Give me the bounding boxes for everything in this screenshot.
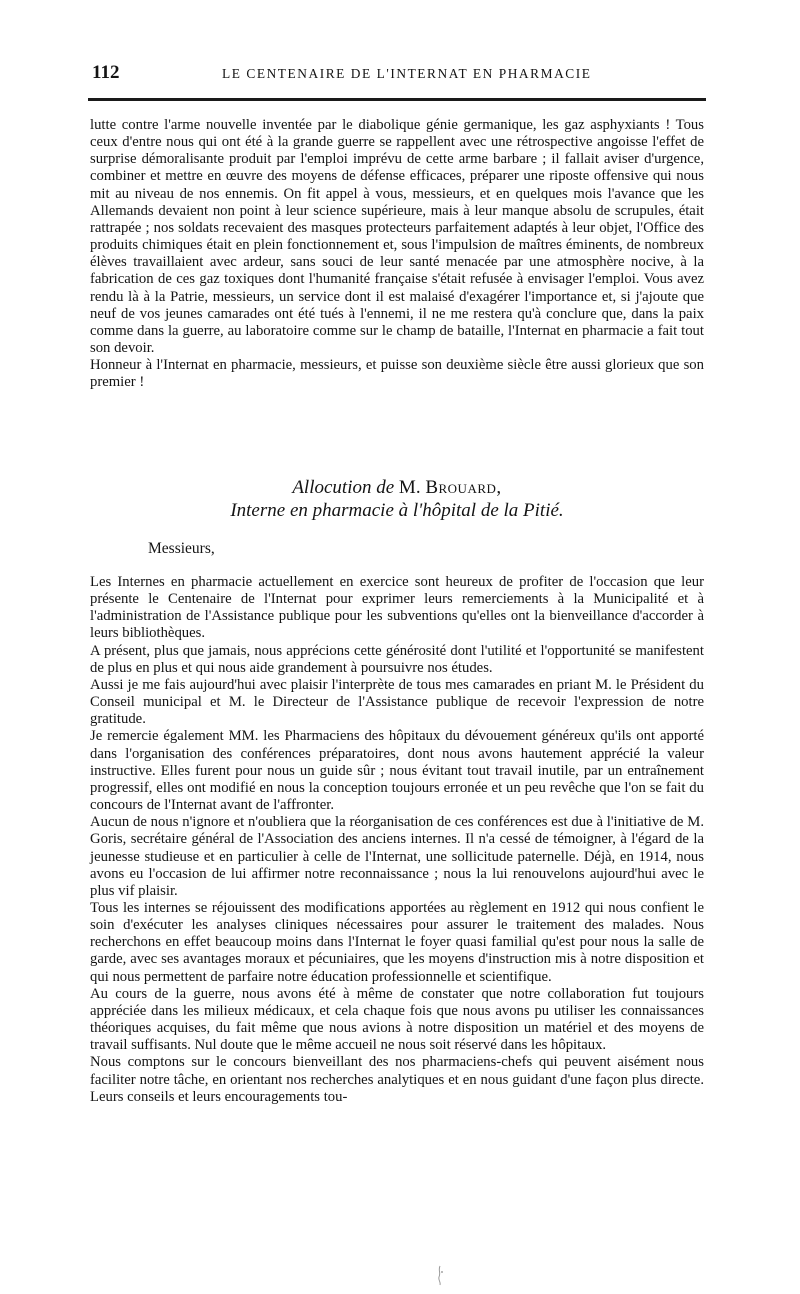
page-number: 112 xyxy=(92,62,120,83)
allocution-body xyxy=(90,574,704,1106)
speaker-initial: M. xyxy=(398,477,421,498)
subtitle-text: Interne en pharmacie à l'hôpital de la Pitié. xyxy=(230,500,564,521)
title-prefix: Allocution de xyxy=(292,477,395,498)
speaker-name: Brouard, xyxy=(425,477,502,498)
allocution-subtitle xyxy=(90,500,704,522)
paragraph: Je remercie également MM. les Pharmaciens des hôpitaux du dévouement généreux qu'ils ont apporté dans l'organisation des conférences préparatoires, dont nous avons hautement apprécié la valeur instructive. Elles furent pour nous un guide sûr ; nous évitant tout travail inutile, par un entraînement progressif, elles ont modifié en nous la conception toujours erronée et un peu revêche que l'on se fait du concours de l'Internat avant de l'affronter. xyxy=(90,728,704,814)
paragraph: Nous comptons sur le concours bienveillant des nos pharmaciens-chefs qui peuvent aisément nous faciliter notre tâche, en orientant nos recherches analytiques et en nous guidant d'une façon plus directe. Leurs conseils et leurs encouragements tou- xyxy=(90,1054,704,1105)
allocution-title xyxy=(90,477,704,499)
header-rule xyxy=(88,98,706,101)
paragraph: Au cours de la guerre, nous avons été à même de constater que notre collaboration fut toujours appréciée dans les milieux médicaux, et cela chaque fois que nous avons pu utiliser les connaissances théoriques acquises, du fait même que nous avions à notre disposition un matériel et des moyens de travail suffisants. Nul doute que le même accueil ne nous soit réservé dans les hôpitaux. xyxy=(90,985,704,1054)
page-header xyxy=(92,62,704,86)
paragraph: Honneur à l'Internat en pharmacie, messieurs, et puisse son deuxième siècle être aussi glorieux que son premier ! xyxy=(90,357,704,391)
print-speck xyxy=(435,1264,445,1286)
paragraph: Les Internes en pharmacie actuellement en exercice sont heureux de profiter de l'occasion que leur présente le Centenaire de l'Internat pour exprimer leurs remerciements à la Municipalité et à l'administration de l'Assistance publique pour les subventions qu'elles ont la bienveillance d'accorder à leurs bibliothèques. xyxy=(90,574,704,642)
paragraph: Tous les internes se réjouissent des modifications apportées au règlement en 1912 qui nous confient le soin d'exécuter les analyses cliniques nécessaires pour assurer le traitement des malades. Nous recherchons en effet beaucoup moins dans l'Internat le foyer quasi familial qu'est pour nous la salle de garde, avec ses avantages moraux et pécuniaires, que les moyens d'instruction mis à notre disposition et qui nous permettent de parfaire notre éducation professionnelle et scientifique. xyxy=(90,899,704,985)
first-section xyxy=(90,117,704,392)
paragraph: Aussi je me fais aujourd'hui avec plaisir l'interprète de tous mes camarades en priant M. le Président du Conseil municipal et M. le Directeur de l'Assistance publique de recevoir l'expression de notre gratitude. xyxy=(90,676,704,728)
salutation: Messieurs, xyxy=(148,540,215,557)
paragraph: A présent, plus que jamais, nous apprécions cette générosité dont l'utilité et l'opportunité se manifestent de plus en plus et qui nous aide grandement à poursuivre nos études. xyxy=(90,642,704,676)
running-title: LE CENTENAIRE DE L'INTERNAT EN PHARMACIE xyxy=(222,66,592,81)
paragraph: lutte contre l'arme nouvelle inventée par le diabolique génie germanique, les gaz asphyxiants ! Tous ceux d'entre nous qui ont été à la grande guerre se rappellent avec une rétrospective angoisse l'effet de surprise démoralisante produit par l'emploi imprévu de cette arme barbare ; il fallait aviser d'urgence, combiner et mettre en œuvre des moyens de défense efficaces, préparer une riposte offensive qui nous mit au niveau de nos ennemis. On fit appel à vous, messieurs, et en quelques mois l'avance que les Allemands devaient non point à leur science supérieure, mais à leur manque absolu de scrupules, était rattrapée ; nos soldats recevaient des masques protecteurs parfaitement adaptés à leur objet, l'Office des produits chimiques était en plein fonctionnement et, sous l'impulsion de maîtres éminents, de nombreux élèves travaillaient avec ardeur, sans souci de leur santé menacée par une atmosphère nocive, à la fabrication de ces gaz toxiques dont l'humanité française s'était refusée à envisager l'emploi. Vous avez rendu là à la Patrie, messieurs, un service dont il est malaisé d'exagérer l'importance et, si j'ajoute que neuf de vos jeunes camarades ont été tués à l'ennemi, il ne me restera qu'à conclure que, dans la paix comme dans la guerre, au laboratoire comme sur le champ de bataille, l'Internat en pharmacie a fait tout son devoir. xyxy=(90,117,704,357)
paragraph: Aucun de nous n'ignore et n'oubliera que la réorganisation de ces conférences est due à l'initiative de M. Goris, secrétaire général de l'Association des anciens internes. Il n'a cessé de témoigner, à l'égard de la jeunesse studieuse et en particulier à celle de l'Internat, une sollicitude paternelle. Déjà, en 1914, nous avons eu l'occasion de lui affirmer notre reconnaissance ; nous la lui renouvelons aujourd'hui avec le plus vif plaisir. xyxy=(90,814,704,899)
